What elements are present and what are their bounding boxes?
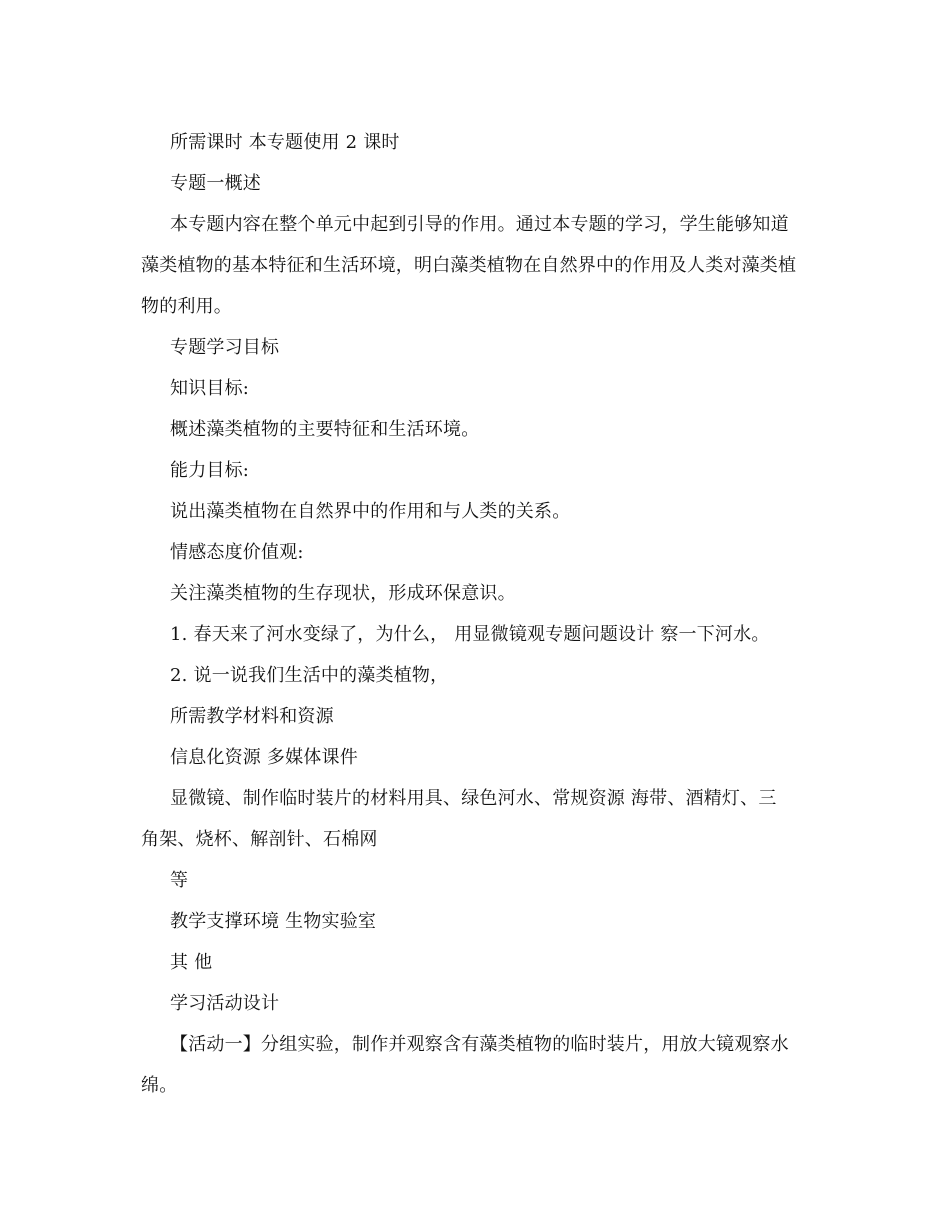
text-teaching-environment: 教学支撑环境 生物实验室 [170,911,377,932]
label-attitude-goal: 情感态度价值观: [170,542,304,563]
paragraph-overview-line-1: 本专题内容在整个单元中起到引导的作用。通过本专题的学习，学生能够知道 [170,214,789,235]
heading-materials: 所需教学材料和资源 [170,706,334,727]
paragraph-overview-line-2: 藻类植物的基本特征和生活环境，明白藻类植物在自然界中的作用及人类对藻类植 [141,255,797,276]
text-materials-line-1: 显微镜、制作临时装片的材料用具、绿色河水、常规资源 海带、酒精灯、三 [170,788,777,809]
text-ability-goal: 说出藻类植物在自然界中的作用和与人类的关系。 [170,501,571,522]
question-item-1: 1. 春天来了河水变绿了，为什么， 用显微镜观专题问题设计 察一下河水。 [170,624,770,645]
label-ability-goal: 能力目标: [170,460,250,481]
heading-activity-design: 学习活动设计 [170,993,280,1014]
heading-overview: 专题一概述 [170,173,261,194]
heading-learning-goals: 专题学习目标 [170,337,280,358]
text-attitude-goal: 关注藻类植物的生存现状，形成环保意识。 [170,583,516,604]
paragraph-overview-line-3: 物的利用。 [141,296,232,317]
text-info-resources: 信息化资源 多媒体课件 [170,747,358,768]
text-activity-one-line-2: 绵。 [141,1075,178,1096]
text-materials-line-3: 等 [170,870,189,891]
text-activity-one-line-1: 【活动一】分组实验，制作并观察含有藻类植物的临时装片，用放大镜观察水 [170,1034,789,1055]
question-item-2: 2. 说一说我们生活中的藻类植物， [170,665,449,686]
line-class-hours: 所需课时 本专题使用 2 课时 [170,132,400,153]
text-materials-line-2: 角架、烧杯、解剖针、石棉网 [141,829,378,850]
text-knowledge-goal: 概述藻类植物的主要特征和生活环境。 [170,419,480,440]
text-other: 其 他 [170,952,213,973]
label-knowledge-goal: 知识目标: [170,378,250,399]
